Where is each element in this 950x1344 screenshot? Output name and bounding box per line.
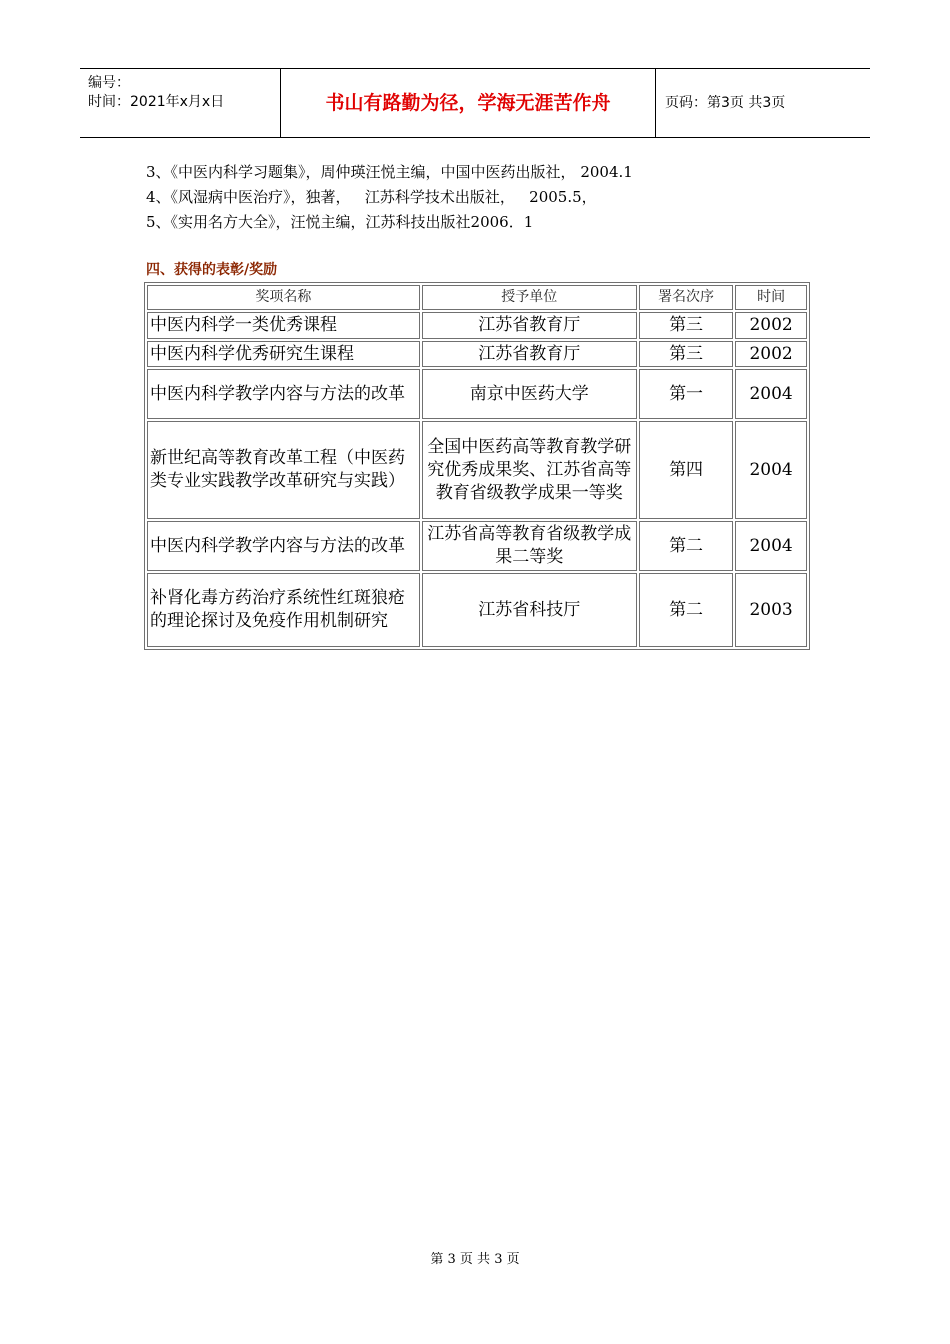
award-name: 中医内科学教学内容与方法的改革 xyxy=(147,521,420,571)
header-motto: 书山有路勤为径，学海无涯苦作舟 xyxy=(325,92,611,114)
header-left xyxy=(88,74,278,112)
award-unit: 江苏省科技厅 xyxy=(422,573,637,647)
award-order: 第四 xyxy=(639,421,733,519)
table-row xyxy=(147,341,807,367)
award-unit: 江苏省教育厅 xyxy=(422,312,637,339)
award-order: 第二 xyxy=(639,573,733,647)
document-number: 编号： xyxy=(88,75,130,91)
award-name: 新世纪高等教育改革工程（中医药类专业实践教学改革研究与实践） xyxy=(147,421,420,519)
table-row xyxy=(147,369,807,419)
award-unit: 全国中医药高等教育教学研究优秀成果奖、江苏省高等教育省级教学成果一等奖 xyxy=(422,421,637,519)
section-title: 四、获得的表彰/奖励 xyxy=(146,262,278,278)
header-divider xyxy=(655,69,656,137)
table-row xyxy=(147,521,807,571)
table-header-row xyxy=(147,285,807,310)
table-row xyxy=(147,421,807,519)
award-unit: 江苏省高等教育省级教学成果二等奖 xyxy=(422,521,637,571)
award-year: 2002 xyxy=(735,312,807,339)
column-header-order: 署名次序 xyxy=(639,285,733,310)
table-row xyxy=(147,573,807,647)
award-name: 补肾化毒方药治疗系统性红斑狼疮的理论探讨及免疫作用机制研究 xyxy=(147,573,420,647)
header-page-number: 页码：第3页 共3页 xyxy=(665,95,786,111)
award-name: 中医内科学教学内容与方法的改革 xyxy=(147,369,420,419)
table-row xyxy=(147,312,807,339)
award-year: 2004 xyxy=(735,421,807,519)
document-date: 时间：2021年x月x日 xyxy=(88,94,225,110)
award-year: 2003 xyxy=(735,573,807,647)
page-header xyxy=(80,68,870,138)
column-header-award: 奖项名称 xyxy=(147,285,420,310)
award-order: 第三 xyxy=(639,341,733,367)
reference-item: 5、《实用名方大全》，汪悦主编，江苏科技出版社2006．1 xyxy=(146,213,534,231)
award-name: 中医内科学优秀研究生课程 xyxy=(147,341,420,367)
award-unit: 南京中医药大学 xyxy=(422,369,637,419)
column-header-year: 时间 xyxy=(735,285,807,310)
reference-item: 4、《风湿病中医治疗》，独著， 江苏科学技术出版社， 2005.5， xyxy=(146,188,597,206)
reference-list xyxy=(146,160,633,235)
award-order: 第二 xyxy=(639,521,733,571)
award-year: 2004 xyxy=(735,369,807,419)
award-order: 第三 xyxy=(639,312,733,339)
award-year: 2002 xyxy=(735,341,807,367)
award-order: 第一 xyxy=(639,369,733,419)
column-header-unit: 授予单位 xyxy=(422,285,637,310)
awards-table xyxy=(144,282,810,650)
reference-item: 3、《中医内科学习题集》，周仲瑛汪悦主编，中国中医药出版社， 2004.1 xyxy=(146,163,633,181)
award-year: 2004 xyxy=(735,521,807,571)
header-divider xyxy=(280,69,281,137)
award-unit: 江苏省教育厅 xyxy=(422,341,637,367)
page-footer: 第 3 页 共 3 页 xyxy=(430,1252,520,1267)
award-name: 中医内科学一类优秀课程 xyxy=(147,312,420,339)
